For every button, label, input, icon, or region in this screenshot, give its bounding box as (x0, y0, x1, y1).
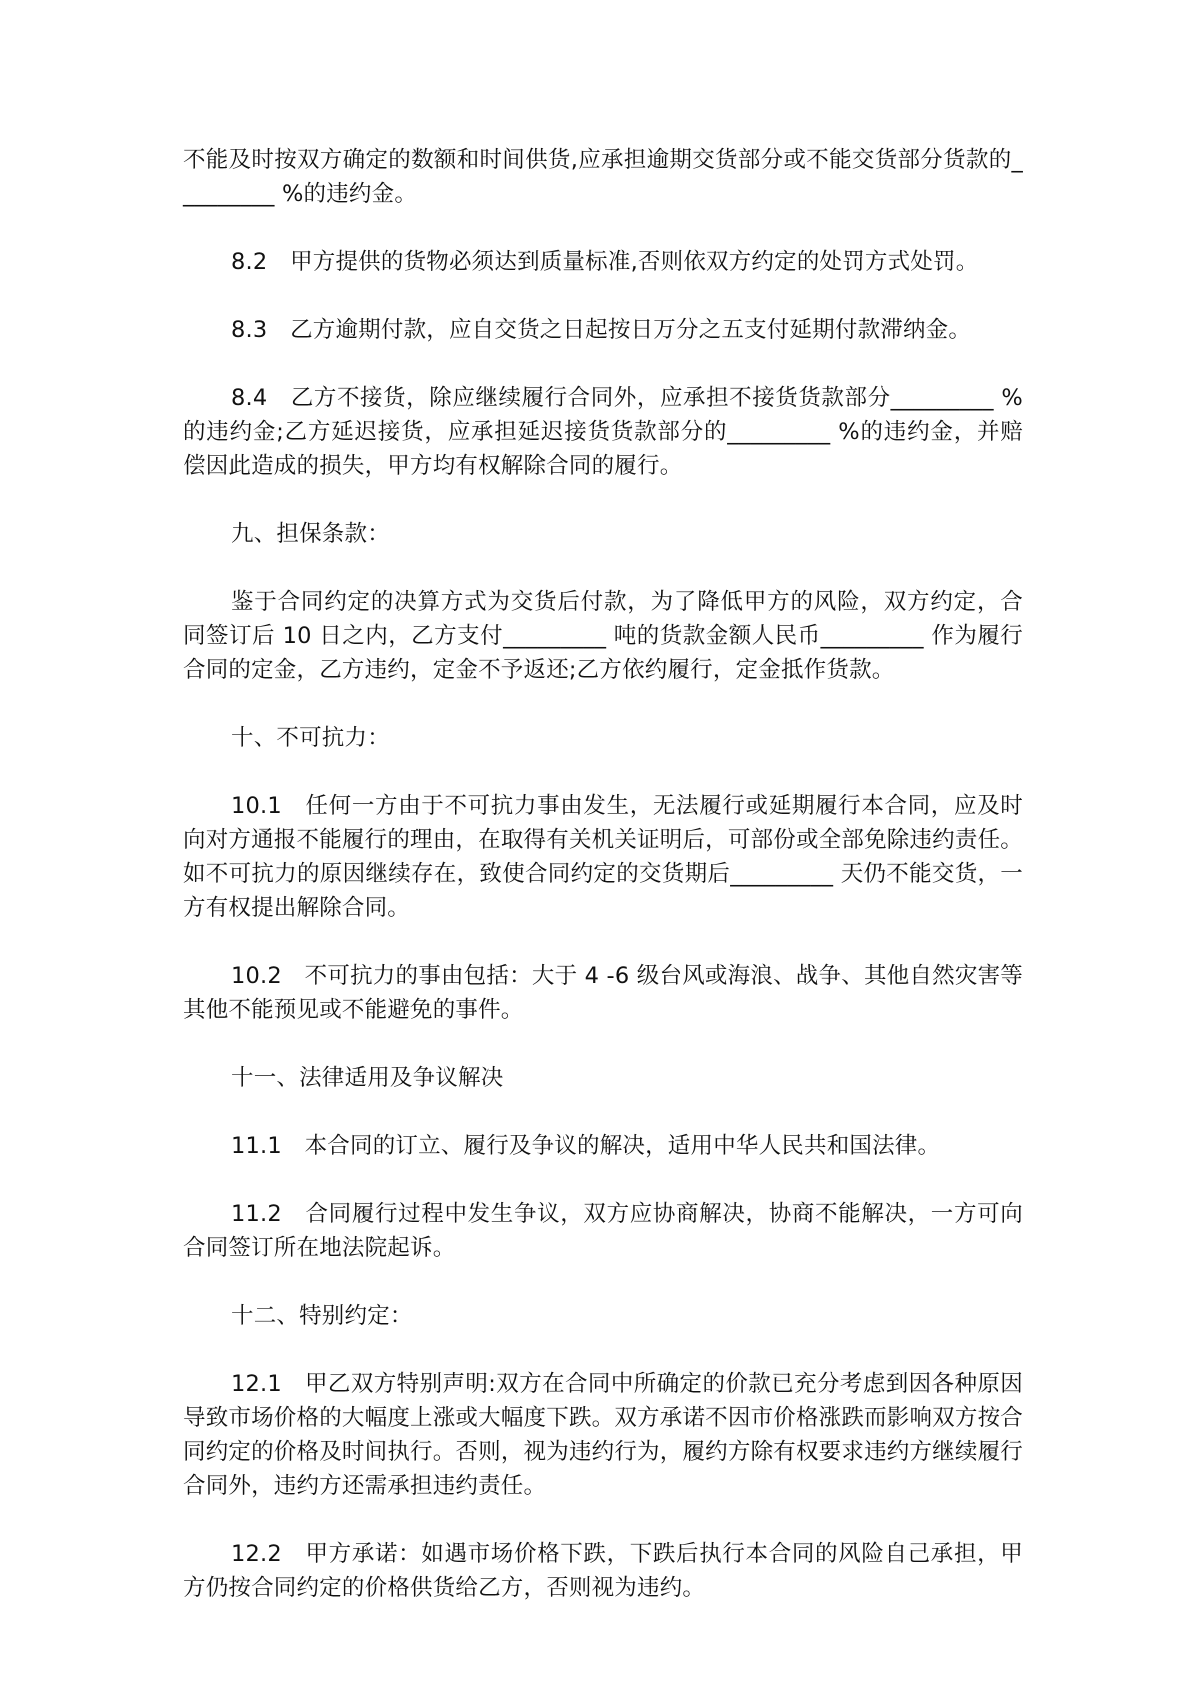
section-heading-12: 十二、特别约定： (231, 1303, 413, 1329)
clause-8-2: 8.2 甲方提供的货物必须达到质量标准,否则依双方约定的处罚方式处罚。 (231, 249, 979, 275)
section-heading-11: 十一、法律适用及争议解决 (231, 1065, 504, 1091)
clause-11-2: 11.2 合同履行过程中发生争议，双方应协商解决，协商不能解决，一方可向合同签订所在地法院起诉。 (183, 1201, 1023, 1261)
clause-10-2: 10.2 不可抗力的事由包括：大于 4 -6 级台风或海浪、战争、其他自然灾害等其他不能预见或不能避免的事件。 (183, 963, 1023, 1023)
clause-11-1: 11.1 本合同的订立、履行及争议的解决，适用中华人民共和国法律。 (231, 1133, 941, 1159)
document-body (183, 143, 1023, 1605)
section-heading-10: 十、不可抗力： (231, 725, 390, 751)
paragraph-continued: 不能及时按双方确定的数额和时间供货,应承担逾期交货部分或不能交货部分货款的_________ %的违约金。 (183, 147, 1023, 207)
clause-12-2: 12.2 甲方承诺：如遇市场价格下跌，下跌后执行本合同的风险自己承担，甲方仍按合同约定的价格供货给乙方，否则视为违约。 (183, 1541, 1023, 1601)
clause-8-4: 8.4 乙方不接货，除应继续履行合同外，应承担不接货货款部分_________ %的违约金;乙方延迟接货，应承担延迟接货货款部分的_________ %的违约金，并赔偿因此造成的损失，甲方均有权解除合同的履行。 (183, 385, 1023, 479)
clause-9-body: 鉴于合同约定的决算方式为交货后付款，为了降低甲方的风险，双方约定，合同签订后 10 日之内，乙方支付_________ 吨的货款金额人民币_________ 作为履行合同的定金，乙方违约，定金不予返还;乙方依约履行，定金抵作货款。 (183, 589, 1023, 683)
clause-8-3: 8.3 乙方逾期付款，应自交货之日起按日万分之五支付延期付款滞纳金。 (231, 317, 972, 343)
clause-10-1: 10.1 任何一方由于不可抗力事由发生，无法履行或延期履行本合同，应及时向对方通报不能履行的理由，在取得有关机关证明后，可部份或全部免除违约责任。如不可抗力的原因继续存在，致使合同约定的交货期后_________ 天仍不能交货，一方有权提出解除合同。 (183, 793, 1023, 921)
clause-12-1: 12.1 甲乙双方特别声明:双方在合同中所确定的价款已充分考虑到因各种原因导致市场价格的大幅度上涨或大幅度下跌。双方承诺不因市价格涨跌而影响双方按合同约定的价格及时间执行。否则，视为违约行为，履约方除有权要求违约方继续履行合同外，违约方还需承担违约责任。 (183, 1371, 1023, 1499)
section-heading-9: 九、担保条款： (231, 521, 390, 547)
